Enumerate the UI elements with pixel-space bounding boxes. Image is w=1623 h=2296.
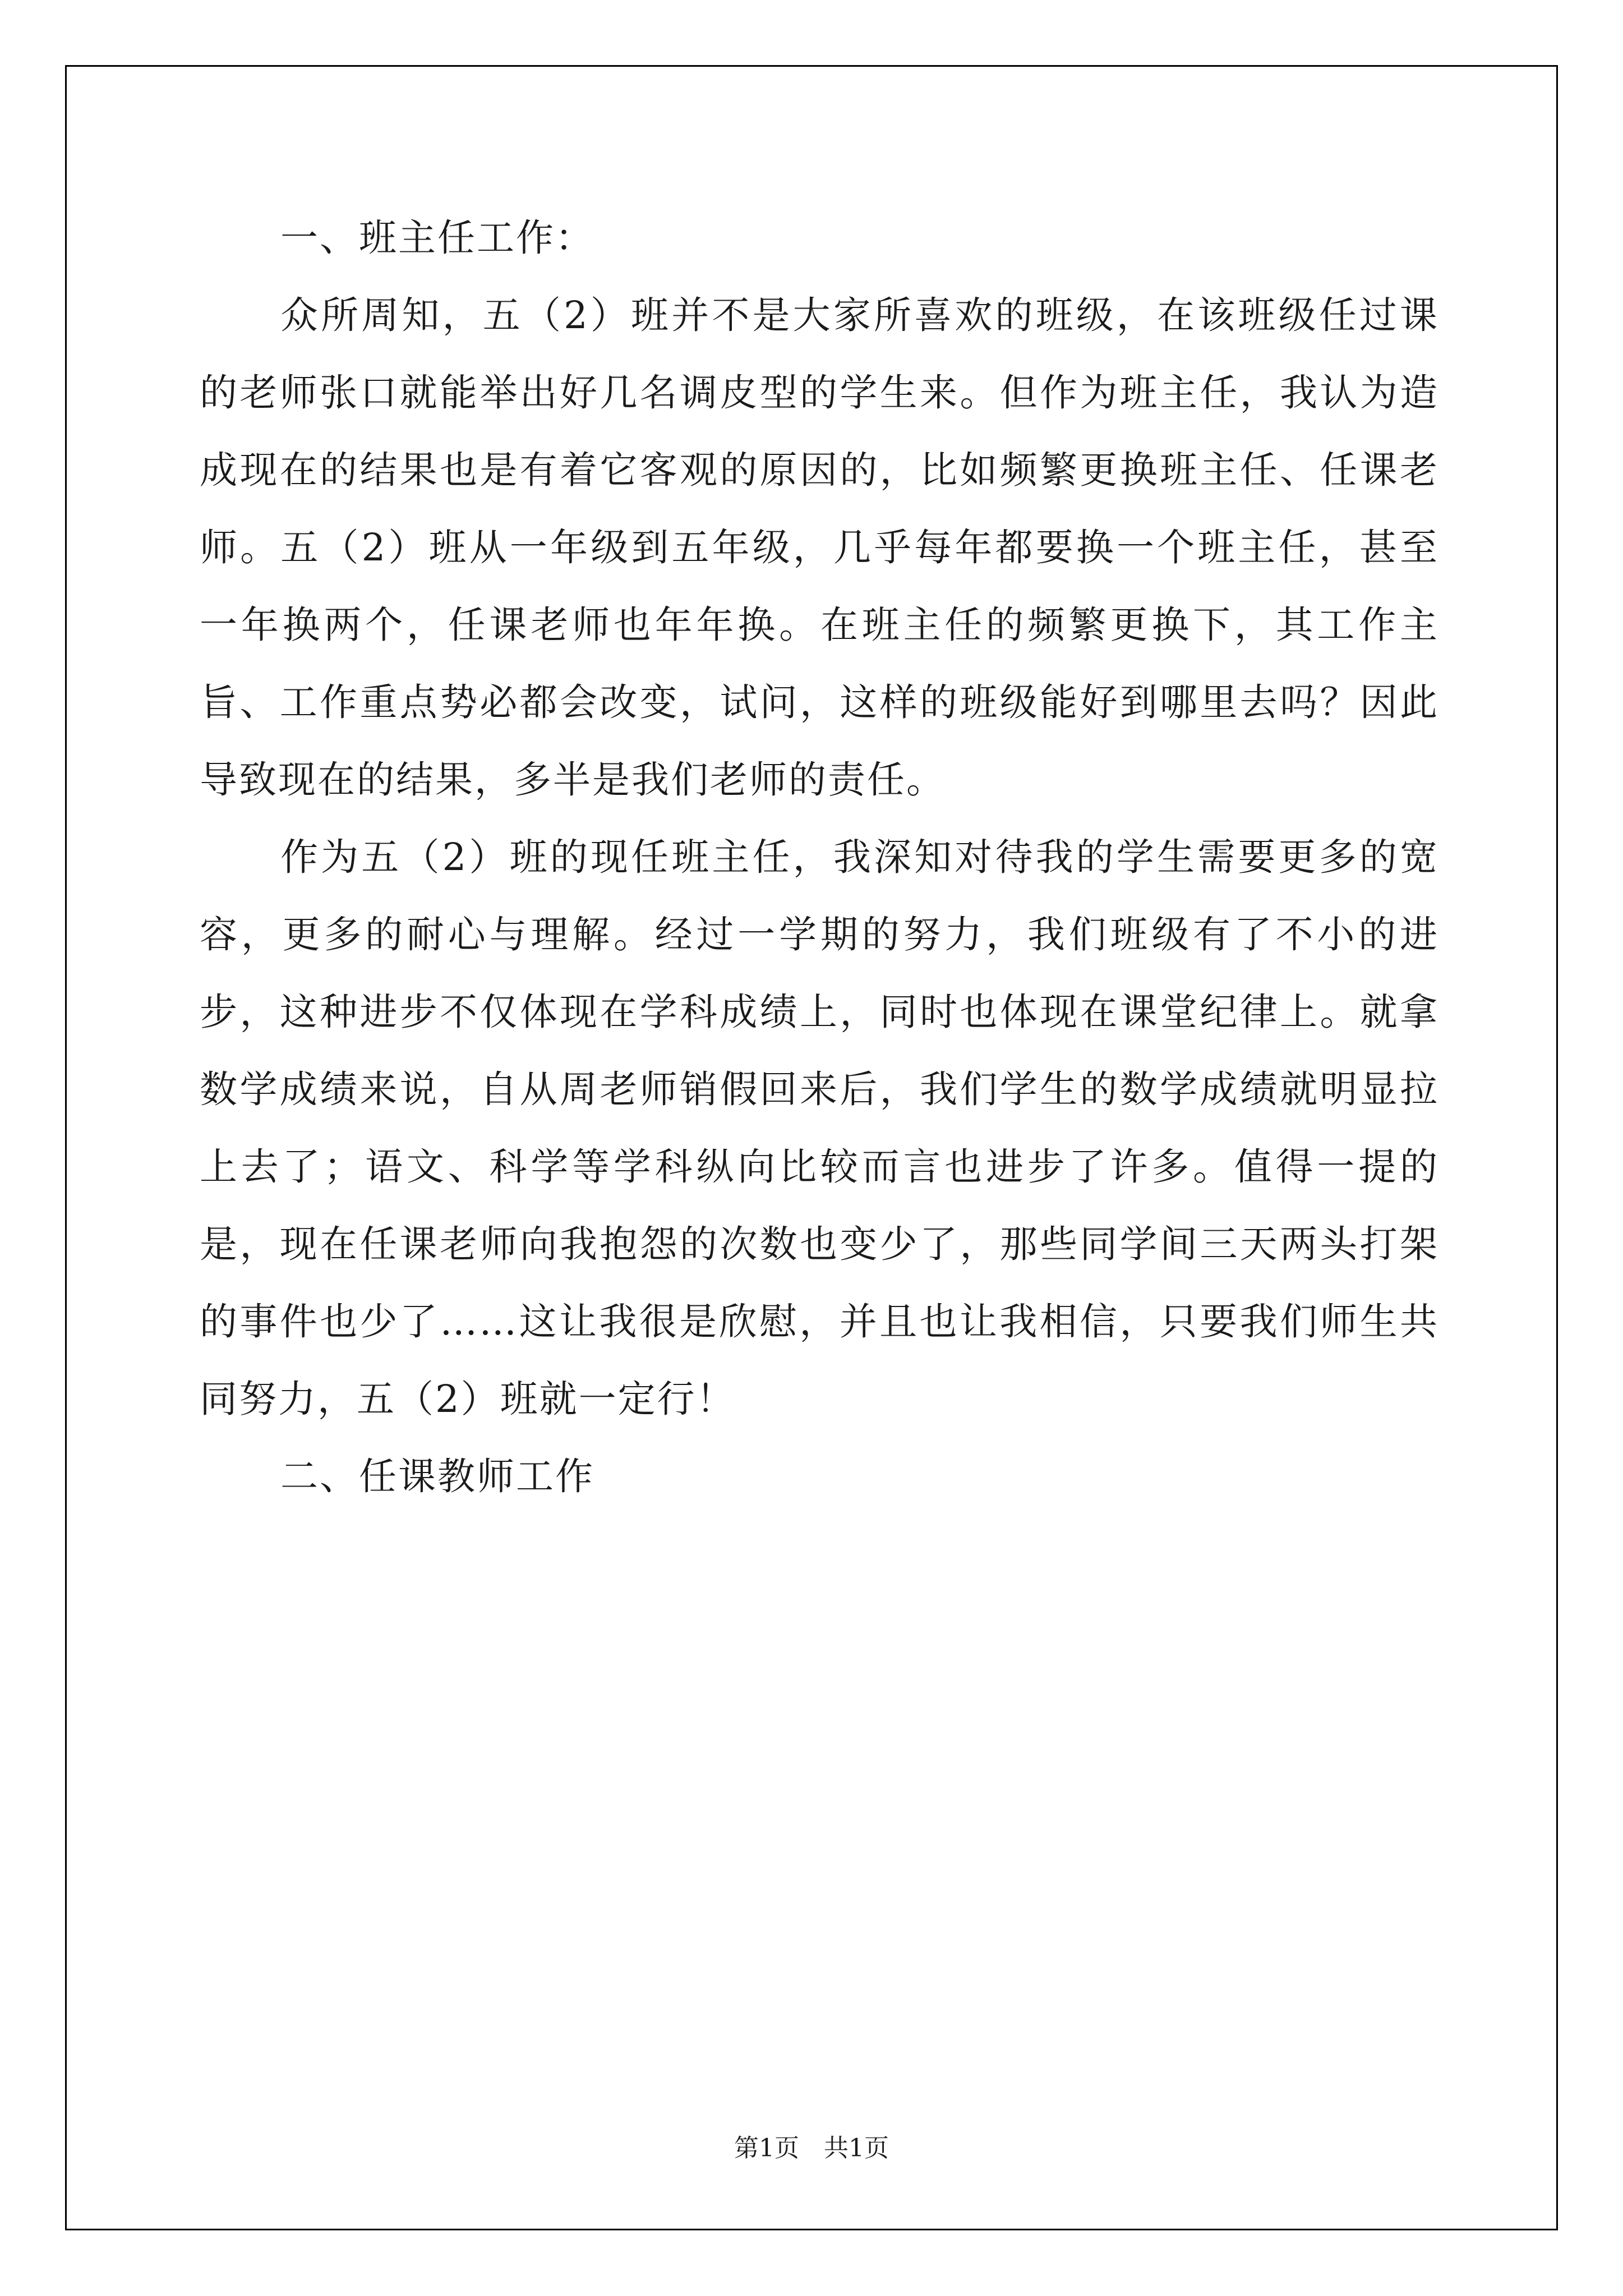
page-number: 第1页 [734, 2134, 799, 2162]
paragraph-1: 众所周知，五（2）班并不是大家所喜欢的班级，在该班级任过课的老师张口就能举出好几名调皮型的学生来。但作为班主任，我认为造成现在的结果也是有着它客观的原因的，比如频繁更换班主任、任课老师。五（2）班从一年级到五年级，几乎每年都要换一个班主任，甚至一年换两个，任课老师也年年换。在班主任的频繁更换下，其工作主旨、工作重点势必都会改变，试问，这样的班级能好到哪里去吗？因此导致现在的结果，多半是我们老师的责任。 [200, 293, 1439, 802]
paragraph-2: 作为五（2）班的现任班主任，我深知对待我的学生需要更多的宽容，更多的耐心与理解。经过一学期的努力，我们班级有了不小的进步，这种进步不仅体现在学科成绩上，同时也体现在课堂纪律上。就拿数学成绩来说，自从周老师销假回来后，我们学生的数学成绩就明显拉上去了；语文、科学等学科纵向比较而言也进步了许多。值得一提的是，现在任课老师向我抱怨的次数也变少了，那些同学间三天两头打架的事件也少了……这让我很是欣慰，并且也让我相信，只要我们师生共同努力，五（2）班就一定行！ [200, 835, 1439, 1421]
page-footer [0, 2132, 1623, 2165]
page-total: 共1页 [824, 2134, 889, 2162]
section-heading-1: 一、班主任工作： [280, 216, 594, 260]
section-heading-2: 二、任课教师工作 [280, 1455, 594, 1498]
document-body [200, 199, 1439, 1515]
